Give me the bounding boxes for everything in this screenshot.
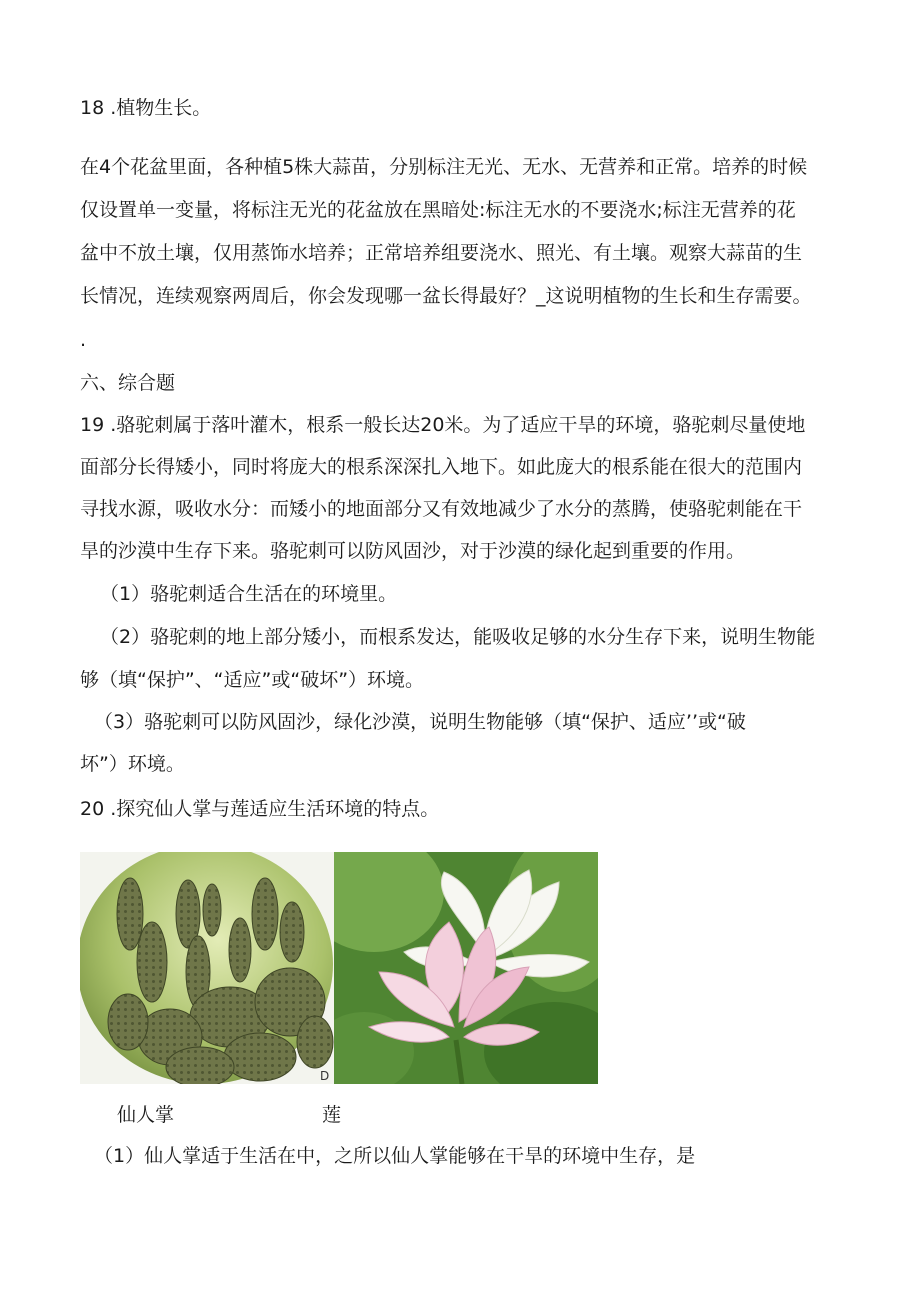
svg-text:D: D	[320, 1069, 330, 1083]
q18-line-3: 盆中不放土壤，仅用蒸饰水培养；正常培养组要浇水、照光、有土壤。观察大蒜苗的生	[80, 242, 803, 264]
q18-line-4: 长情况，连续观察两周后，你会发现哪一盆长得最好？_这说明植物的生长和生存需要。	[80, 285, 812, 307]
q19-sub-2-line-2: 够（填“保护”、“适应”或“破坏”）环境。	[80, 669, 425, 691]
q19-line-3: 寻找水源，吸收水分：而矮小的地面部分又有效地减少了水分的蒸腾，使骆驼刺能在干	[80, 498, 803, 520]
q18-title: 18 .植物生长。	[80, 97, 212, 119]
lotus-image	[334, 852, 598, 1084]
q19-sub-3-line-1: （3）骆驼刺可以防风固沙，绿化沙漠，说明生物能够（填“保护、适应’’或“破	[94, 711, 746, 733]
q19-sub-3-line-2: 坏”）环境。	[80, 753, 185, 775]
q19-line-2: 面部分长得矮小，同时将庞大的根系深深扎入地下。如此庞大的根系能在很大的范围内	[80, 456, 803, 478]
q19-sub-2-line-1: （2）骆驼刺的地上部分矮小，而根系发达，能吸收足够的水分生存下来，说明生物能	[100, 626, 816, 648]
q19-sub-1: （1）骆驼刺适合生活在的环境里。	[100, 583, 398, 605]
section-6-title: 六、综合题	[80, 372, 176, 394]
q18-line-2: 仅设置单一变量，将标注无光的花盆放在黑暗处:标注无水的不要浇水;标注无营养的花	[80, 199, 796, 221]
caption-lotus: 莲	[322, 1104, 342, 1126]
caption-cactus: 仙人掌	[117, 1104, 175, 1126]
q20-title: 20 .探究仙人掌与莲适应生活环境的特点。	[80, 798, 440, 820]
q20-sub-1: （1）仙人掌适于生活在中，之所以仙人掌能够在干旱的环境中生存，是	[94, 1145, 696, 1167]
q19-line-4: 旱的沙漠中生存下来。骆驼刺可以防风固沙，对于沙漠的绿化起到重要的作用。	[80, 540, 746, 562]
q18-line-1: 在4个花盆里面，各种植5株大蒜苗，分别标注无光、无水、无营养和正常。培养的时候	[80, 156, 808, 178]
cactus-image	[80, 852, 334, 1084]
q19-line-1: 19 .骆驼刺属于落叶灌木，根系一般长达20米。为了适应干旱的环境，骆驼刺尽量使地	[80, 414, 806, 436]
q18-line-5: .	[80, 329, 87, 351]
